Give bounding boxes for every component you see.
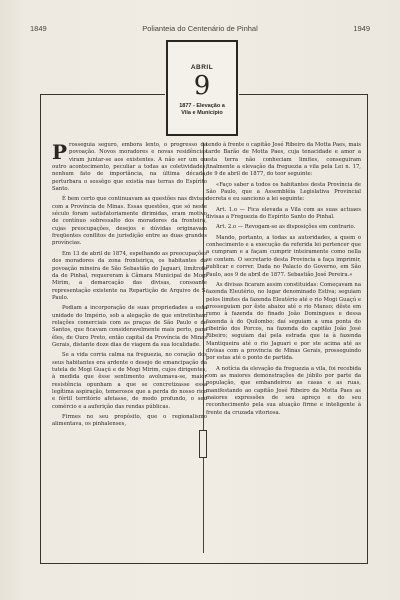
header-title: Polianteia do Centenário de Pinhal	[142, 24, 258, 33]
paragraph: Art. 1.o — Fica elevada a Vila com as suas actuaes divisas a Freguezia do Espírito Santo do Pinhal.	[206, 206, 361, 221]
paragraph: Prosseguia seguro, embora lento, o progresso da povoação. Novos moradores e novas residências viram juntar-se aos existentes. A não ser um ou outro acontecimento, peculiar a todas as coletividades, nenhum fato de importância, na última década, perturbara o sossêgo que existia nas terras do Espírito Santo.	[52, 140, 207, 193]
running-head	[30, 24, 370, 38]
header-year-left: 1849	[30, 24, 47, 33]
date-day: 9	[193, 71, 211, 101]
date-box	[166, 40, 238, 136]
date-event-line2: Vila e Município	[181, 110, 223, 116]
left-column	[52, 142, 207, 432]
paragraph: «Faço saber a todos os habitantes desta Província de São Paulo, que a Assembléia Legislativa Provincial decreta e eu sanciono a lei seguinte:	[206, 181, 361, 203]
paragraph: Em 13 de abril de 1874, espelhando as preocupações dos moradores da zona fronteiriça, os habitantes da povoação mineira de São Sebastião do Jaguari, limítrofe da de Pinhal, requereram à Câmara Municipal de Mogi Mirim, a demarcação das divisas, consoante representação existente na Repartição de Arquivo de S. Paulo.	[52, 250, 207, 301]
paragraph: tendo à frente o capitão José Ribeiro da Motta Paes, mais tarde Barão de Motta Paes, cuja tenacidade e amor a esta terra não conheciam limites, conseguiram finalmente a elevação da freguezia a vila pela Lei n. 17, de 9 de abril de 1877, do teor seguinte:	[206, 142, 361, 178]
paragraph: As divisas ficaram assim constituidas: Começavam na fazenda Eleutério, no lugar denominado Estiva; seguiam pelos limites da fazenda Eleutério até o rio Mogi Guaçú e prosseguiam por êste abaixo até o rio Manso; dêste em rumo à fazenda do finado João Domingues e dessa fazenda à do Quilombo; daí seguiam a uma ponta do ribeirão dos Porcos, na fazenda do capitão João José Ribeiro; seguiam daí pela estrada que ia à fazenda Mantiqueira até o rio Jaguari e por ste acima até as divisas com a provincia de Minas Gerais, prosseguindo por estas até o ponto de partida.	[206, 281, 361, 362]
paragraph: Podiam a incorporação de suas propriedades a esta unidade do Império, sob a alegação de que entretinham relações comerciais com as praças de São Paulo e de Santos, que ficavam consideravelmente mais perto, para êles, de Ouro Preto, então capital da Província de Minas Gerais, distante doze dias de viagem da sua localidade.	[52, 305, 207, 348]
paragraph: Mando, portanto, a todas as autoridades, a quem o conhecimento e a execução da referida lei pertencer que a cumpram e a façam cumprir inteiramente como nella se contem. O secretario desta Provincia a faça imprimir, publicar e correr. Dada no Palacio do Governo, em São Paulo, aos 9 de abril de 1877. Sebastião José Pereira.»	[206, 234, 361, 278]
date-event-line1: 1877 - Elevação a	[179, 103, 225, 109]
date-month: ABRIL	[190, 64, 214, 71]
paragraph: É bem certo que continuavam as questões nas divisas com a Província de Minas. Essas questões, que só neste século foram satisfatoriamente dirimidas, eram motivo de contínuo sobressalto dos moradores da fronteira, cujas preocupações, desejos e dúvidas originavam freqüentes conflitos de jurisdição entre as duas grandes províncias.	[52, 196, 207, 247]
right-column	[206, 142, 361, 420]
paragraph: Firmes no seu propósito, que o regionalismo alimentava, os pinhalenses,	[52, 414, 207, 428]
header-year-right: 1949	[353, 24, 370, 33]
date-event	[168, 103, 236, 117]
paragraph: A notícia da elevação da freguezia a vila, foi recebida com as maiores demonstrações de júbilo por parte da população, que embandeirou as casas e as ruas, manifestando ao capitão José Ribeiro da Motta Paes as maiores expressões de seu apreço e do seu reconhecimento pela sua atuação firme e inteligente à frente da cruzada vitoriosa.	[206, 365, 361, 416]
column-marker	[199, 430, 207, 458]
paragraph: Art. 2.o — Revogam-se as disposições em contrario.	[216, 224, 356, 231]
drop-cap: P	[52, 140, 68, 164]
paragraph: Se a vida corria calma na freguezia, no coração dos seus habitantes era ardente o desejo de emancipação da tutela de Mogi Guaçú e de Mogi Mirim, cujos dirigentes, à medida que êsse sentimento avolumava-se, maior resistência opunham a que se concretizasse essa legítima aspiração, temerosos que a perda do nosso rico e fértil território afetasse, de modo profundo, o seu comércio e a auferição das rendas públicas.	[52, 352, 207, 410]
